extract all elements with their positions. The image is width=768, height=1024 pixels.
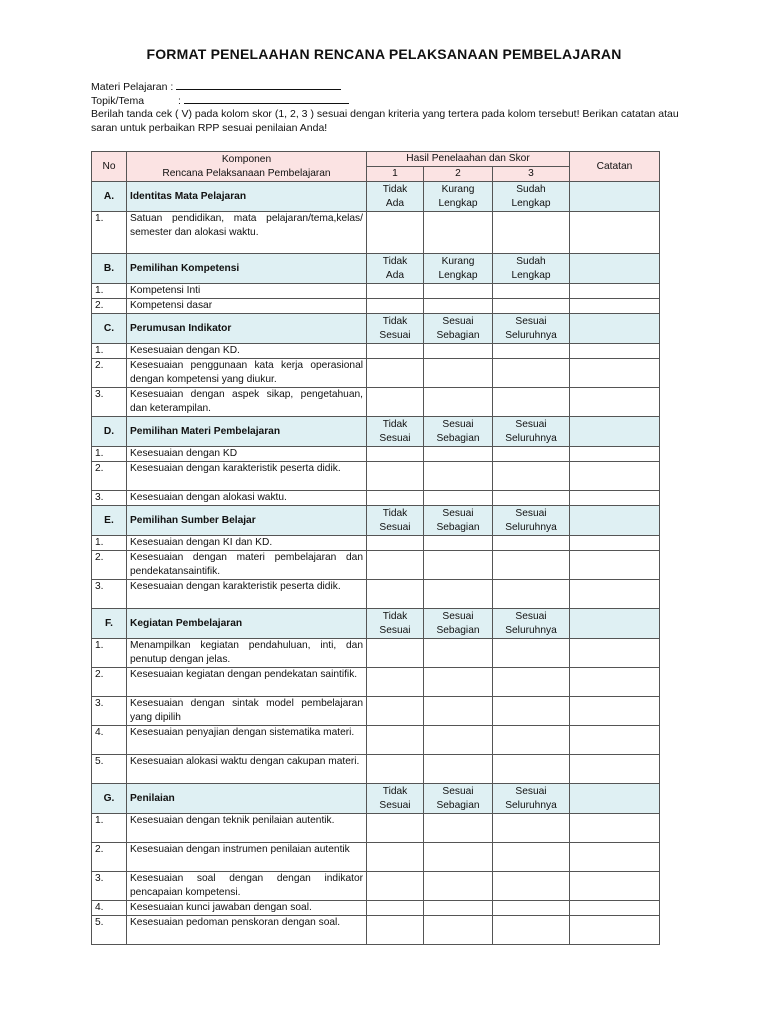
criteria-row [92, 755, 660, 784]
score-cell-1[interactable] [367, 344, 424, 359]
score-cell-1[interactable] [367, 872, 424, 901]
catatan-cell[interactable] [570, 536, 660, 551]
score-cell-1[interactable] [367, 536, 424, 551]
score-criteria-1-line1: Tidak [382, 610, 408, 622]
score-criteria-2-line1: Sesuai [442, 610, 474, 622]
score-cell-2[interactable] [424, 462, 493, 491]
score-criteria-1-line2: Sesuai [379, 521, 411, 533]
score-cell-1[interactable] [367, 901, 424, 916]
header-no: No [92, 152, 127, 182]
header-row-1 [92, 152, 660, 167]
criteria-row [92, 388, 660, 417]
catatan-cell[interactable] [570, 462, 660, 491]
rubric-table [91, 151, 660, 945]
score-cell-3[interactable] [493, 668, 570, 697]
score-cell-2[interactable] [424, 843, 493, 872]
score-criteria-2-line1: Kurang [441, 255, 475, 267]
catatan-cell[interactable] [570, 843, 660, 872]
criteria-number: 4. [92, 726, 127, 755]
catatan-cell[interactable] [570, 814, 660, 843]
score-criteria-3-line2: Seluruhnya [505, 521, 557, 533]
score-criteria-2 [424, 784, 493, 814]
section-name: Pemilihan Materi Pembelajaran [127, 417, 367, 447]
criteria-number: 3. [92, 388, 127, 417]
score-cell-1[interactable] [367, 212, 424, 254]
criteria-row [92, 726, 660, 755]
score-cell-2[interactable] [424, 639, 493, 668]
criteria-text: Kesesuaian dengan KI dan KD. [127, 536, 367, 551]
criteria-row [92, 344, 660, 359]
catatan-cell [570, 314, 660, 344]
catatan-cell[interactable] [570, 580, 660, 609]
section-name: Perumusan Indikator [127, 314, 367, 344]
score-cell-1[interactable] [367, 639, 424, 668]
criteria-row [92, 551, 660, 580]
criteria-text: Kesesuaian penggunaan kata kerja operasional dengan kompetensi yang diukur. [127, 359, 367, 388]
criteria-number: 1. [92, 536, 127, 551]
criteria-number: 1. [92, 639, 127, 668]
score-cell-2[interactable] [424, 580, 493, 609]
criteria-text: Kesesuaian dengan karakteristik peserta didik. [127, 462, 367, 491]
materi-pelajaran-line [91, 79, 341, 94]
section-row [92, 314, 660, 344]
score-criteria-3 [493, 609, 570, 639]
catatan-cell[interactable] [570, 344, 660, 359]
criteria-number: 1. [92, 344, 127, 359]
score-criteria-1-line2: Sesuai [379, 432, 411, 444]
materi-label: Materi Pelajaran : [91, 81, 174, 93]
criteria-row [92, 447, 660, 462]
score-cell-1[interactable] [367, 697, 424, 726]
score-criteria-3 [493, 314, 570, 344]
criteria-text: Kesesuaian dengan KD. [127, 344, 367, 359]
criteria-text: Kesesuaian pedoman penskoran dengan soal. [127, 916, 367, 945]
criteria-number: 2. [92, 668, 127, 697]
section-name: Pemilihan Kompetensi [127, 254, 367, 284]
score-criteria-2-line2: Sebagian [436, 521, 480, 533]
score-criteria-1-line1: Tidak [382, 507, 408, 519]
score-criteria-3-line1: Sesuai [515, 315, 547, 327]
criteria-number: 2. [92, 462, 127, 491]
criteria-row [92, 580, 660, 609]
criteria-number: 3. [92, 872, 127, 901]
criteria-text: Kesesuaian dengan aspek sikap, pengetahuan, dan keterampilan. [127, 388, 367, 417]
section-label: E. [92, 506, 127, 536]
criteria-text: Kesesuaian dengan teknik penilaian autentik. [127, 814, 367, 843]
criteria-text: Menampilkan kegiatan pendahuluan, inti, dan penutup dengan jelas. [127, 639, 367, 668]
criteria-text: Kesesuaian dengan karakteristik peserta didik. [127, 580, 367, 609]
criteria-number: 2. [92, 299, 127, 314]
section-row [92, 417, 660, 447]
criteria-text: Kesesuaian penyajian dengan sistematika materi. [127, 726, 367, 755]
score-criteria-3-line2: Seluruhnya [505, 799, 557, 811]
criteria-row [92, 872, 660, 901]
score-cell-1[interactable] [367, 668, 424, 697]
criteria-row [92, 843, 660, 872]
header-score-3: 3 [493, 167, 570, 182]
score-criteria-2 [424, 609, 493, 639]
score-cell-3[interactable] [493, 462, 570, 491]
score-criteria-2-line1: Sesuai [442, 315, 474, 327]
catatan-cell[interactable] [570, 491, 660, 506]
header-hasil: Hasil Penelaahan dan Skor [367, 152, 570, 167]
catatan-cell[interactable] [570, 447, 660, 462]
score-cell-1[interactable] [367, 388, 424, 417]
catatan-cell[interactable] [570, 359, 660, 388]
section-name: Penilaian [127, 784, 367, 814]
score-cell-2[interactable] [424, 697, 493, 726]
score-criteria-3-line2: Seluruhnya [505, 624, 557, 636]
score-criteria-1 [367, 609, 424, 639]
section-row [92, 784, 660, 814]
score-cell-1[interactable] [367, 462, 424, 491]
score-cell-3[interactable] [493, 726, 570, 755]
score-criteria-1 [367, 182, 424, 212]
catatan-cell[interactable] [570, 551, 660, 580]
criteria-text: Kesesuaian dengan instrumen penilaian autentik [127, 843, 367, 872]
criteria-number: 1. [92, 447, 127, 462]
section-row [92, 506, 660, 536]
score-cell-3[interactable] [493, 284, 570, 299]
section-label: B. [92, 254, 127, 284]
score-criteria-3 [493, 254, 570, 284]
score-criteria-2-line2: Sebagian [436, 329, 480, 341]
score-cell-3[interactable] [493, 212, 570, 254]
criteria-row [92, 814, 660, 843]
header-score-2: 2 [424, 167, 493, 182]
score-cell-2[interactable] [424, 726, 493, 755]
score-criteria-3 [493, 506, 570, 536]
score-criteria-3-line2: Seluruhnya [505, 432, 557, 444]
score-cell-1[interactable] [367, 447, 424, 462]
score-cell-1[interactable] [367, 726, 424, 755]
score-criteria-3 [493, 417, 570, 447]
score-criteria-2-line1: Sesuai [442, 785, 474, 797]
score-cell-2[interactable] [424, 755, 493, 784]
score-cell-3[interactable] [493, 536, 570, 551]
score-cell-3[interactable] [493, 491, 570, 506]
score-cell-1[interactable] [367, 580, 424, 609]
instruction-text: Berilah tanda cek ( V) pada kolom skor (1, 2, 3 ) sesuai dengan kriteria yang tertera pada kolom tersebut! Berikan catatan atau saran untuk perbaikan RPP sesuai penilaian Anda! [91, 108, 679, 134]
score-criteria-2-line2: Lengkap [438, 269, 478, 281]
score-cell-3[interactable] [493, 344, 570, 359]
criteria-row [92, 916, 660, 945]
score-criteria-2 [424, 182, 493, 212]
section-name: Kegiatan Pembelajaran [127, 609, 367, 639]
section-label: D. [92, 417, 127, 447]
topik-label: Topik/Tema [91, 95, 145, 107]
score-criteria-1 [367, 417, 424, 447]
topik-colon: : [177, 95, 181, 107]
score-criteria-1 [367, 506, 424, 536]
score-cell-1[interactable] [367, 843, 424, 872]
header-catatan: Catatan [570, 152, 660, 182]
score-criteria-1-line1: Tidak [382, 315, 408, 327]
section-label: G. [92, 784, 127, 814]
catatan-cell [570, 417, 660, 447]
criteria-row [92, 212, 660, 254]
section-row [92, 182, 660, 212]
score-cell-3[interactable] [493, 551, 570, 580]
score-criteria-1-line2: Sesuai [379, 799, 411, 811]
score-cell-2[interactable] [424, 872, 493, 901]
catatan-cell[interactable] [570, 901, 660, 916]
score-criteria-1-line2: Sesuai [379, 329, 411, 341]
score-criteria-3-line1: Sesuai [515, 507, 547, 519]
document-title: FORMAT PENELAAHAN RENCANA PELAKSANAAN PEMBELAJARAN [146, 46, 622, 62]
criteria-row [92, 491, 660, 506]
score-cell-3[interactable] [493, 755, 570, 784]
score-cell-2[interactable] [424, 388, 493, 417]
score-cell-3[interactable] [493, 872, 570, 901]
criteria-row [92, 462, 660, 491]
score-criteria-2-line2: Sebagian [436, 799, 480, 811]
score-cell-3[interactable] [493, 916, 570, 945]
score-criteria-2-line1: Kurang [441, 183, 475, 195]
score-cell-1[interactable] [367, 299, 424, 314]
score-criteria-3-line1: Sesuai [515, 418, 547, 430]
criteria-row [92, 299, 660, 314]
criteria-row [92, 901, 660, 916]
score-cell-3[interactable] [493, 359, 570, 388]
score-criteria-3-line2: Lengkap [511, 269, 551, 281]
score-criteria-3-line1: Sudah [516, 255, 546, 267]
catatan-cell[interactable] [570, 755, 660, 784]
score-cell-3[interactable] [493, 814, 570, 843]
score-cell-2[interactable] [424, 491, 493, 506]
criteria-number: 2. [92, 843, 127, 872]
score-cell-1[interactable] [367, 359, 424, 388]
section-label: F. [92, 609, 127, 639]
catatan-cell[interactable] [570, 697, 660, 726]
score-criteria-3-line1: Sudah [516, 183, 546, 195]
score-criteria-2-line2: Lengkap [438, 197, 478, 209]
criteria-number: 3. [92, 697, 127, 726]
score-criteria-2-line1: Sesuai [442, 507, 474, 519]
score-cell-1[interactable] [367, 491, 424, 506]
score-criteria-1-line1: Tidak [382, 785, 408, 797]
criteria-text: Kesesuaian kegiatan dengan pendekatan saintifik. [127, 668, 367, 697]
header-score-1: 1 [367, 167, 424, 182]
criteria-number: 5. [92, 916, 127, 945]
rubric-body [92, 182, 660, 945]
score-criteria-2-line1: Sesuai [442, 418, 474, 430]
score-cell-1[interactable] [367, 551, 424, 580]
catatan-cell [570, 506, 660, 536]
score-criteria-1 [367, 784, 424, 814]
score-criteria-2 [424, 417, 493, 447]
score-cell-2[interactable] [424, 447, 493, 462]
score-criteria-1-line2: Ada [385, 197, 405, 209]
score-criteria-2-line2: Sebagian [436, 432, 480, 444]
catatan-cell[interactable] [570, 388, 660, 417]
score-cell-2[interactable] [424, 536, 493, 551]
score-criteria-3-line2: Seluruhnya [505, 329, 557, 341]
catatan-cell[interactable] [570, 668, 660, 697]
header-komponen-line1: Komponen [221, 153, 272, 165]
criteria-text: Satuan pendidikan, mata pelajaran/tema,kelas/ semester dan alokasi waktu. [127, 212, 367, 254]
score-criteria-3 [493, 784, 570, 814]
score-cell-3[interactable] [493, 580, 570, 609]
criteria-row [92, 536, 660, 551]
score-cell-2[interactable] [424, 344, 493, 359]
score-criteria-3-line2: Lengkap [511, 197, 551, 209]
catatan-cell [570, 609, 660, 639]
score-cell-2[interactable] [424, 359, 493, 388]
score-cell-2[interactable] [424, 901, 493, 916]
score-cell-3[interactable] [493, 901, 570, 916]
score-cell-3[interactable] [493, 843, 570, 872]
criteria-text: Kesesuaian dengan materi pembelajaran dan pendekatansaintifik. [127, 551, 367, 580]
criteria-number: 1. [92, 814, 127, 843]
score-cell-2[interactable] [424, 668, 493, 697]
score-cell-3[interactable] [493, 447, 570, 462]
score-criteria-1 [367, 254, 424, 284]
criteria-row [92, 668, 660, 697]
criteria-row [92, 697, 660, 726]
catatan-cell [570, 182, 660, 212]
catatan-cell[interactable] [570, 212, 660, 254]
criteria-number: 4. [92, 901, 127, 916]
criteria-text: Kesesuaian dengan sintak model pembelajaran yang dipilih [127, 697, 367, 726]
score-criteria-1-line1: Tidak [382, 418, 408, 430]
score-criteria-2 [424, 254, 493, 284]
score-criteria-3-line1: Sesuai [515, 610, 547, 622]
criteria-row [92, 359, 660, 388]
criteria-text: Kesesuaian soal dengan dengan indikator pencapaian kompetensi. [127, 872, 367, 901]
catatan-cell[interactable] [570, 639, 660, 668]
criteria-number: 5. [92, 755, 127, 784]
score-criteria-1 [367, 314, 424, 344]
section-label: A. [92, 182, 127, 212]
catatan-cell[interactable] [570, 916, 660, 945]
topik-tema-line [91, 93, 349, 108]
catatan-cell [570, 784, 660, 814]
catatan-cell [570, 254, 660, 284]
score-cell-2[interactable] [424, 299, 493, 314]
topik-blank [184, 93, 349, 104]
criteria-text: Kesesuaian dengan alokasi waktu. [127, 491, 367, 506]
score-criteria-1-line2: Ada [385, 269, 405, 281]
score-criteria-3-line1: Sesuai [515, 785, 547, 797]
score-cell-2[interactable] [424, 814, 493, 843]
score-cell-3[interactable] [493, 299, 570, 314]
score-cell-1[interactable] [367, 814, 424, 843]
section-row [92, 609, 660, 639]
score-criteria-1-line1: Tidak [382, 183, 408, 195]
score-criteria-2-line2: Sebagian [436, 624, 480, 636]
score-criteria-1-line1: Tidak [382, 255, 408, 267]
section-name: Identitas Mata Pelajaran [127, 182, 367, 212]
criteria-number: 2. [92, 551, 127, 580]
score-criteria-2 [424, 314, 493, 344]
score-cell-1[interactable] [367, 916, 424, 945]
score-criteria-1-line2: Sesuai [379, 624, 411, 636]
score-cell-2[interactable] [424, 212, 493, 254]
criteria-number: 3. [92, 491, 127, 506]
criteria-text: Kesesuaian dengan KD [127, 447, 367, 462]
score-cell-2[interactable] [424, 916, 493, 945]
criteria-text: Kompetensi dasar [127, 299, 367, 314]
score-cell-3[interactable] [493, 697, 570, 726]
section-name: Pemilihan Sumber Belajar [127, 506, 367, 536]
score-cell-3[interactable] [493, 388, 570, 417]
catatan-cell[interactable] [570, 726, 660, 755]
criteria-text: Kompetensi Inti [127, 284, 367, 299]
criteria-number: 1. [92, 284, 127, 299]
catatan-cell[interactable] [570, 284, 660, 299]
criteria-text: Kesesuaian alokasi waktu dengan cakupan materi. [127, 755, 367, 784]
criteria-number: 2. [92, 359, 127, 388]
score-cell-3[interactable] [493, 639, 570, 668]
criteria-text: Kesesuaian kunci jawaban dengan soal. [127, 901, 367, 916]
score-cell-2[interactable] [424, 551, 493, 580]
criteria-number: 3. [92, 580, 127, 609]
score-criteria-3 [493, 182, 570, 212]
header-komponen-line2: Rencana Pelaksanaan Pembelajaran [162, 167, 331, 179]
catatan-cell[interactable] [570, 872, 660, 901]
criteria-row [92, 284, 660, 299]
criteria-number: 1. [92, 212, 127, 254]
score-cell-1[interactable] [367, 755, 424, 784]
header-komponen [127, 152, 367, 182]
materi-blank [176, 79, 341, 90]
score-criteria-2 [424, 506, 493, 536]
criteria-row [92, 639, 660, 668]
section-label: C. [92, 314, 127, 344]
score-cell-1[interactable] [367, 284, 424, 299]
score-cell-2[interactable] [424, 284, 493, 299]
catatan-cell[interactable] [570, 299, 660, 314]
section-row [92, 254, 660, 284]
